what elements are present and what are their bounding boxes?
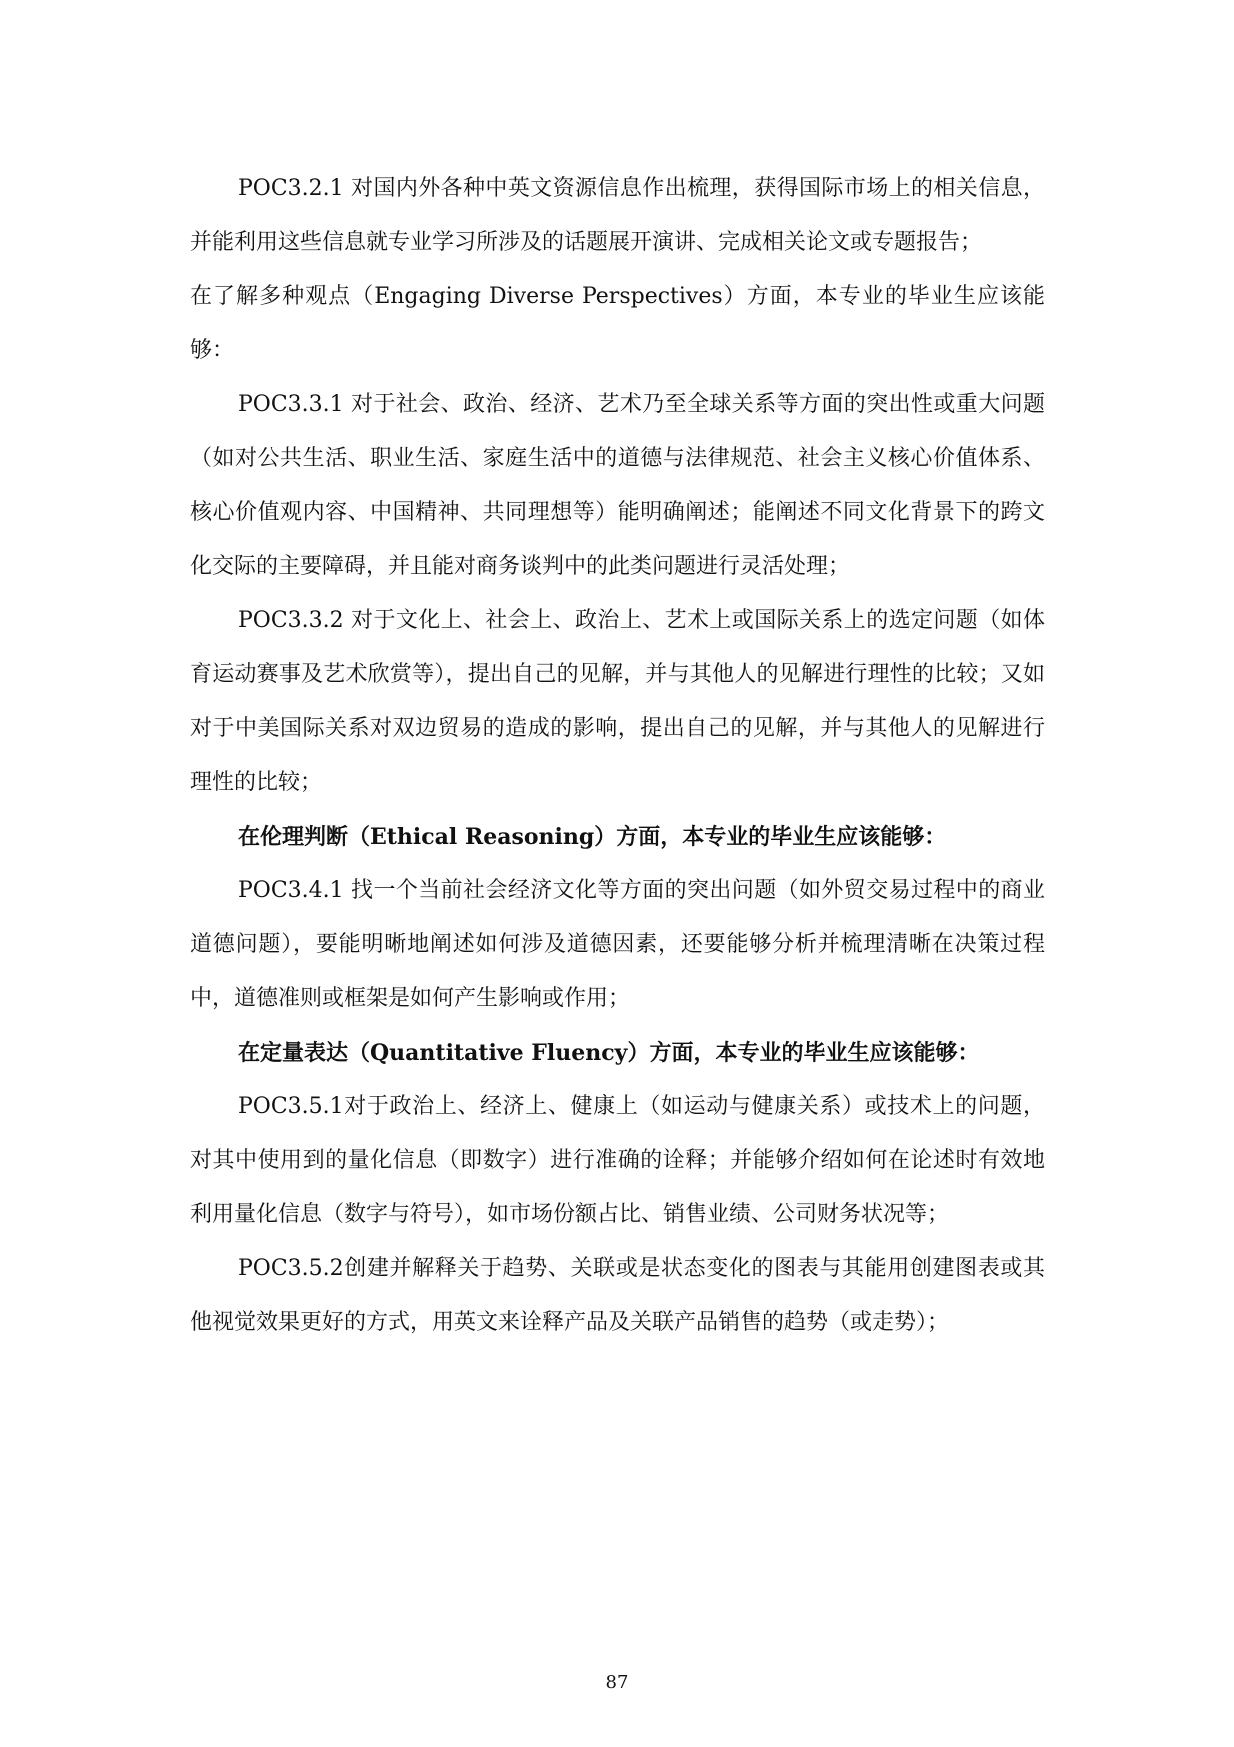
paragraph-poc-3-3-2: POC3.3.2 对于文化上、社会上、政治上、艺术上或国际关系上的选定问题（如体育运动赛事及艺术欣赏等），提出自己的见解，并与其他人的见解进行理性的比较；又如对于中美国际关系对双边贸易的造成的影响，提出自己的见解，并与其他人的见解进行理性的比较； [190,608,1045,795]
paragraph-poc-3-4-1: POC3.4.1 找一个当前社会经济文化等方面的突出问题（如外贸交易过程中的商业道德问题），要能明晰地阐述如何涉及道德因素，还要能够分析并梳理清晰在决策过程中，道德准则或框架是如何产生影响或作用； [190,878,1045,1011]
heading-ethical-reasoning: 在伦理判断（Ethical Reasoning）方面，本专业的毕业生应该能够： [238,824,947,850]
paragraph-diverse-perspectives-intro: 在了解多种观点（Engaging Diverse Perspectives）方面，本专业的毕业生应该能够： [190,284,1045,363]
paragraph-poc-3-3-1: POC3.3.1 对于社会、政治、经济、艺术乃至全球关系等方面的突出性或重大问题（如对公共生活、职业生活、家庭生活中的道德与法律规范、社会主义核心价值体系、核心价值观内容、中国精神、共同理想等）能明确阐述；能阐述不同文化背景下的跨文化交际的主要障碍，并且能对商务谈判中的此类问题进行灵活处理； [190,392,1045,579]
paragraph-poc-3-2-1: POC3.2.1 对国内外各种中英文资源信息作出梳理，获得国际市场上的相关信息，并能利用这些信息就专业学习所涉及的话题展开演讲、完成相关论文或专题报告； [190,176,1045,255]
page-body [190,162,1045,1350]
heading-quantitative-fluency: 在定量表达（Quantitative Fluency）方面，本专业的毕业生应该能够： [238,1040,980,1066]
paragraph-poc-3-5-1: POC3.5.1对于政治上、经济上、健康上（如运动与健康关系）或技术上的问题，对其中使用到的量化信息（即数字）进行准确的诠释；并能够介绍如何在论述时有效地利用量化信息（数字与符号），如市场份额占比、销售业绩、公司财务状况等； [190,1094,1045,1227]
paragraph-poc-3-5-2: POC3.5.2创建并解释关于趋势、关联或是状态变化的图表与其能用创建图表或其他视觉效果更好的方式，用英文来诠释产品及关联产品销售的趋势（或走势）； [190,1256,1045,1335]
page-number: 87 [605,1672,629,1693]
